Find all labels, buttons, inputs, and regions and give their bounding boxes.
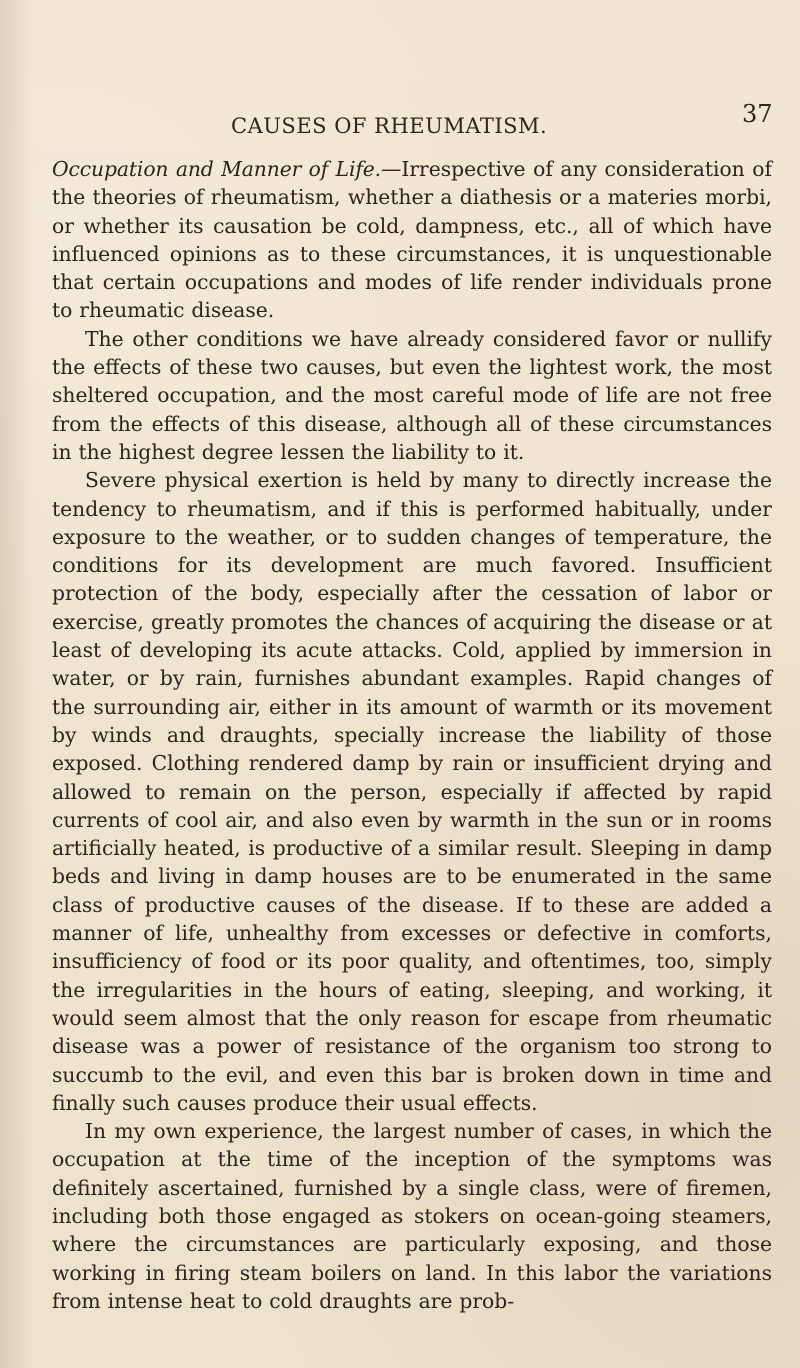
- paragraph-1-lead: Occupation and Manner of Life.: [52, 157, 382, 181]
- paragraph-1-text: —Irrespective of any consideration of the theories of rheumatism, whether a diathesis or a materies morbi, or whether its causation be cold, dampness, etc., all of which have influenced opinions as to these circumstances, it is unquestionable that certain occupations and modes of life render individuals prone to rheumatic disease.: [52, 157, 773, 323]
- running-title: CAUSES OF RHEUMATISM.: [231, 114, 548, 138]
- paragraph-1: [52, 155, 772, 325]
- paragraph-4: In my own experience, the largest number of cases, in which the occupation at the time of the inception of the symptoms was definitely ascertained, furnished by a single class, were of firemen, including both those engaged as stokers on ocean-going steamers, where the circumstances are particularly exposing, and those working in firing steam boilers on land. In this labor the variations from intense heat to cold draughts are prob-: [52, 1119, 772, 1313]
- paragraph-2: The other conditions we have already considered favor or nullify the effects of these two causes, but even the lightest work, the most sheltered occupation, and the most careful mode of life are not free from the effects of this disease, although all of these circumstances in the highest degree lessen the liability to it.: [52, 326, 772, 464]
- page-number: 37: [742, 100, 773, 128]
- page-edge-shadow: [0, 0, 34, 1368]
- paragraph-3: Severe physical exertion is held by many to directly increase the tendency to rheumatism, and if this is performed habitually, under exposure to the weather, or to sudden changes of temperature, the conditions for its development are much favored. Insufficient protection of the body, especially after the cessation of labor or exercise, greatly promotes the chances of acquiring the disease or at least of developing its acute attacks. Cold, applied by immersion in water, or by rain, furnishes abundant examples. Rapid changes of the surrounding air, either in its amount of warmth or its movement by winds and draughts, specially increase the liability of those exposed. Clothing rendered damp by rain or insufficient drying and allowed to remain on the person, especially if affected by rapid currents of cool air, and also even by warmth in the sun or in rooms artificially heated, is productive of a similar result. Sleeping in damp beds and living in damp houses are to be enumerated in the same class of productive causes of the disease. If to these are added a manner of life, unhealthy from excesses or defective in comforts, insufficiency of food or its poor quality, and oftentimes, too, simply the irregularities in the hours of eating, sleeping, and working, it would seem almost that the only reason for escape from rheumatic disease was a power of resistance of the organism too strong to succumb to the evil, and even this bar is broken down in time and finally such causes produce their usual effects.: [52, 468, 772, 1115]
- body-text: [52, 155, 772, 1340]
- page-header: [0, 100, 800, 138]
